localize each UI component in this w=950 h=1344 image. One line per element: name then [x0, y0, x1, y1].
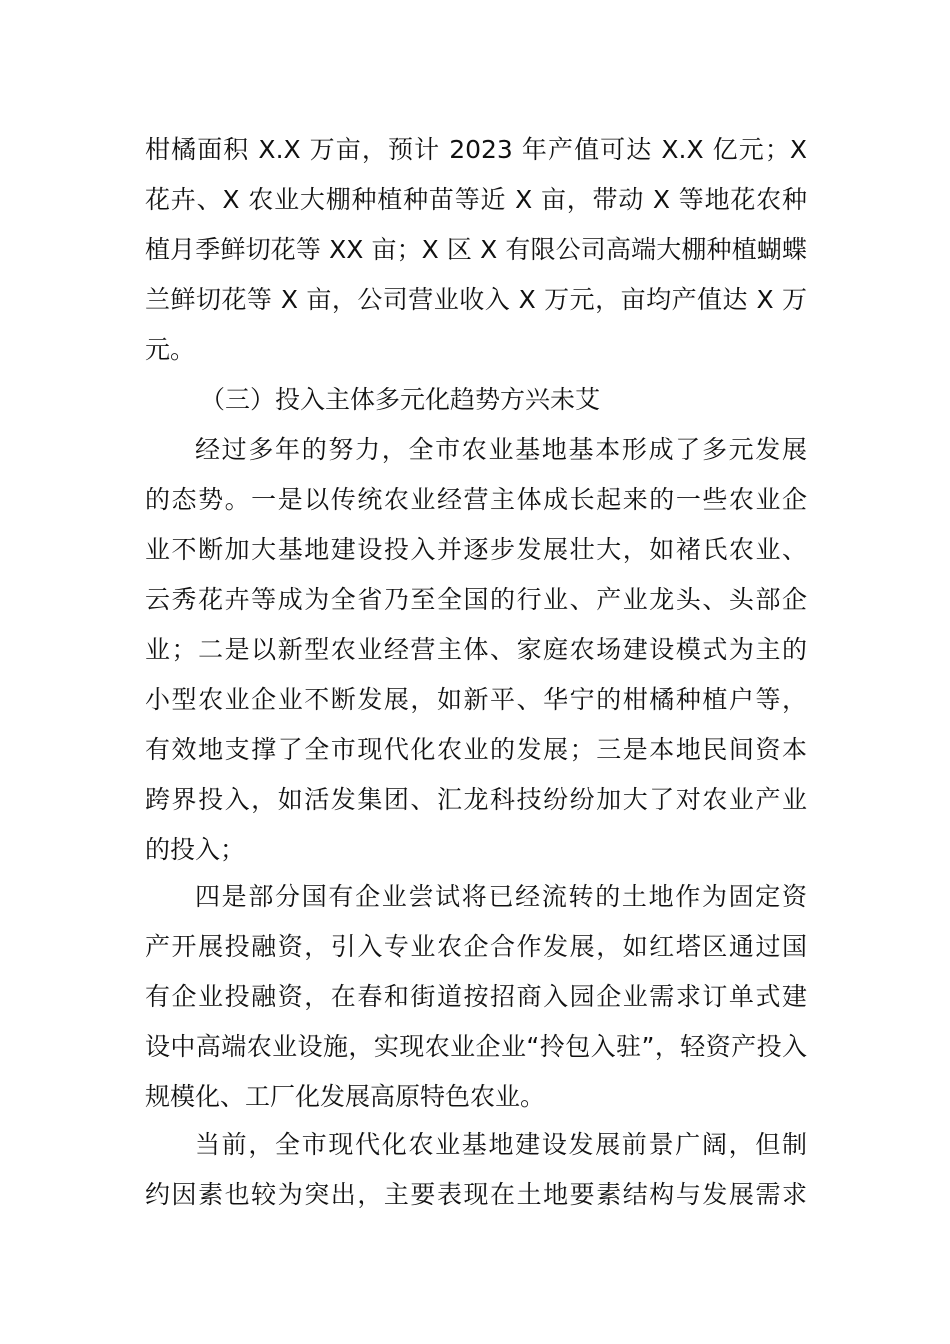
paragraph-line: 柑橘面积 X.X 万亩，预计 2023 年产值可达 X.X 亿元；X: [145, 135, 807, 164]
paragraph-line: 兰鲜切花等 X 亩，公司营业收入 X 万元，亩均产值达 X 万: [145, 285, 807, 314]
paragraph-2: [145, 425, 807, 875]
paragraph-line: 规模化、工厂化发展高原特色农业。: [145, 1082, 546, 1111]
paragraph-line: 当前，全市现代化农业基地建设发展前景广阔，但制: [195, 1130, 807, 1159]
paragraph-line: 云秀花卉等成为全省乃至全国的行业、产业龙头、头部企: [145, 585, 807, 614]
paragraph-line: 有效地支撑了全市现代化农业的发展；三是本地民间资本: [145, 735, 807, 764]
paragraph-line: 经过多年的努力，全市农业基地基本形成了多元发展: [195, 435, 807, 464]
paragraph-line: 有企业投融资，在春和街道按招商入园企业需求订单式建: [145, 982, 807, 1011]
paragraph-line: 元。: [145, 335, 196, 364]
paragraph-3: [145, 872, 807, 1122]
paragraph-line: 业不断加大基地建设投入并逐步发展壮大，如褚氏农业、: [145, 535, 807, 564]
paragraph-4: [145, 1120, 807, 1220]
paragraph-line: 的投入；: [145, 835, 246, 864]
paragraph-line: 小型农业企业不断发展，如新平、华宁的柑橘种植户等，: [145, 685, 807, 714]
paragraph-line: 约因素也较为突出，主要表现在土地要素结构与发展需求: [145, 1180, 807, 1209]
paragraph-line: 植月季鲜切花等 XX 亩；X 区 X 有限公司高端大棚种植蝴蝶: [145, 235, 807, 264]
paragraph-line: 的态势。一是以传统农业经营主体成长起来的一些农业企: [145, 485, 807, 514]
paragraph-line: 四是部分国有企业尝试将已经流转的土地作为固定资: [195, 882, 807, 911]
section-heading: （三）投入主体多元化趋势方兴未艾: [200, 385, 601, 414]
paragraph-1: [145, 125, 807, 375]
paragraph-line: 产开展投融资，引入专业农企合作发展，如红塔区通过国: [145, 932, 807, 961]
paragraph-line: 设中高端农业设施，实现农业企业“拎包入驻”，轻资产投入: [145, 1032, 807, 1061]
paragraph-line: 业；二是以新型农业经营主体、家庭农场建设模式为主的: [145, 635, 807, 664]
paragraph-line: 花卉、X 农业大棚种植种苗等近 X 亩，带动 X 等地花农种: [145, 185, 807, 214]
paragraph-line: 跨界投入，如活发集团、汇龙科技纷纷加大了对农业产业: [145, 785, 807, 814]
